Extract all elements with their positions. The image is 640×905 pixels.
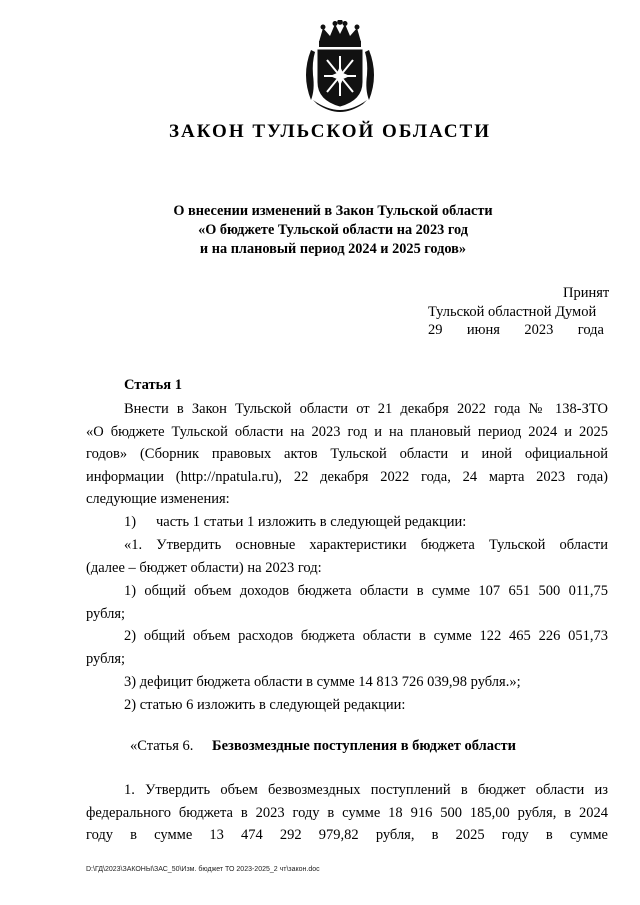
adopted-month: июня: [466, 322, 500, 338]
adopted-by: Тульской областной Думой: [428, 304, 597, 320]
text-line: рубля;: [86, 650, 126, 667]
item-1-line: [86, 511, 608, 534]
text-line: 1) общий объем доходов бюджета области в сумме 107 651 500 011,75: [124, 583, 608, 599]
adopted-label: Принят: [563, 285, 610, 301]
text-line: (далее – бюджет области) на 2023 год:: [86, 559, 322, 576]
text-line: федерального бюджета в 2023 году в сумме 18 916 500 185,00 рубля, в 2024: [86, 804, 608, 821]
text-line: «О бюджете Тульской области на 2023 год и на плановый период 2024 и 2025: [86, 423, 608, 440]
text-line: 2) статью 6 изложить в следующей редакции:: [124, 697, 406, 713]
subitem-3: [86, 671, 608, 694]
subject-line: О внесении изменений в Закон Тульской области: [173, 203, 493, 219]
text-line: годов» (Сборник правовых актов Тульской области и иной официальной: [86, 446, 608, 462]
article-6-label: «Статья 6.: [130, 738, 194, 754]
adopted-day: 29: [428, 322, 443, 338]
subject-line: «О бюджете Тульской области на 2023 год: [198, 222, 468, 238]
quoted-part-1: [86, 534, 608, 579]
coat-of-arms-icon: [297, 20, 383, 112]
article-6-title: Безвозмездные поступления в бюджет области: [212, 738, 516, 754]
text-line: «1. Утвердить основные характеристики бюджета Тульской области: [124, 537, 608, 553]
item-1: [86, 511, 608, 534]
subject-line: и на плановый период 2024 и 2025 годов»: [199, 241, 467, 257]
item-1-text: часть 1 статьи 1 изложить в следующей редакции:: [156, 514, 467, 530]
text-line: 2) общий объем расходов бюджета области в сумме 122 465 226 051,73: [124, 628, 608, 644]
adopted-year-word: года: [577, 322, 604, 338]
law-title: ЗАКОН ТУЛЬСКОЙ ОБЛАСТИ: [168, 121, 492, 142]
law-subject: [150, 202, 516, 259]
text-line: 3) дефицит бюджета области в сумме 14 813 726 039,98 рубля.»;: [124, 674, 521, 690]
text-line: следующие изменения:: [86, 491, 230, 507]
file-path-footer: D:\ГД\2023\ЗАКОНЫ\ЗАС_50\Изм. бюджет ТО 2023-2025_2 чт\закон.doc: [86, 866, 320, 873]
adopted-year: 2023: [524, 322, 554, 338]
article-6-paragraph: [86, 779, 608, 847]
adopted-date: [428, 321, 604, 340]
text-line: информации (http://npatula.ru), 22 декабря 2022 года, 24 марта 2023 года): [86, 468, 608, 485]
item-2: [86, 694, 608, 717]
article-6-heading: [130, 738, 516, 755]
item-1-number: 1): [124, 514, 137, 530]
text-line: рубля;: [86, 605, 126, 622]
text-line: Внести в Закон Тульской области от 21 декабря 2022 года № 138-ЗТО: [124, 401, 608, 417]
subitem-1: [86, 580, 608, 625]
article-1-heading: Статья 1: [124, 377, 182, 393]
text-line: 1. Утвердить объем безвозмездных поступлений в бюджет области из: [124, 782, 608, 798]
article-1-intro: [86, 398, 608, 511]
subitem-2: [86, 625, 608, 670]
text-line: году в сумме 13 474 292 979,82 рубля, в 2025 году в сумме: [86, 827, 608, 843]
